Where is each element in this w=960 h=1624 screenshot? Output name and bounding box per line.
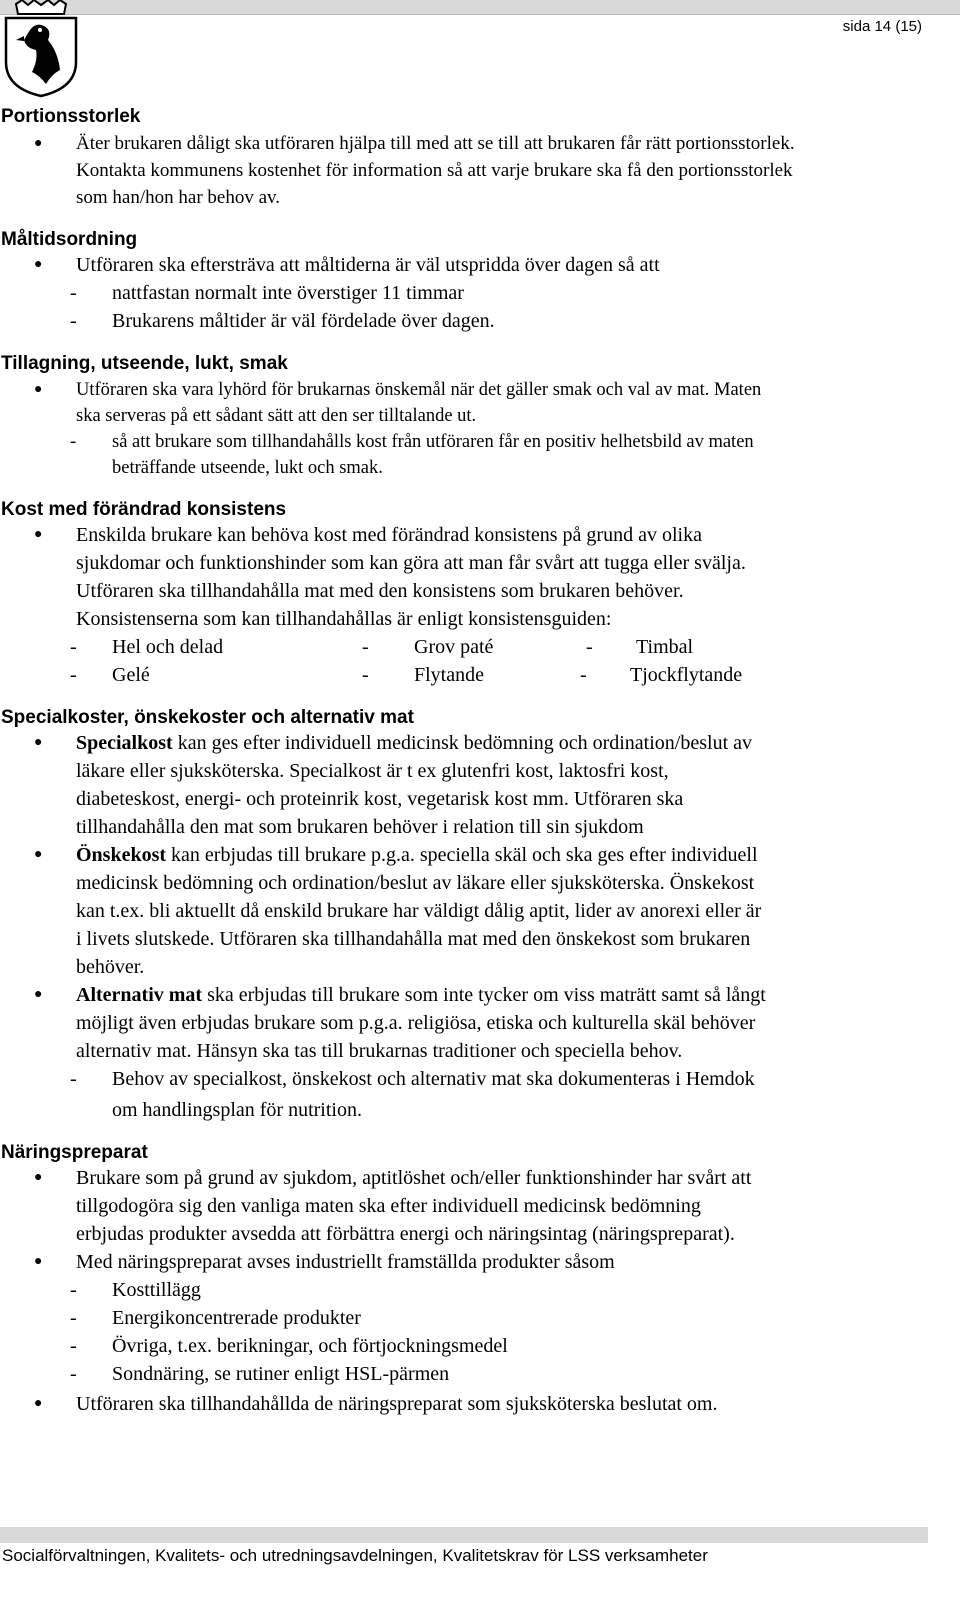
bullet-icon: ● <box>34 1396 43 1411</box>
document-body <box>0 106 940 1436</box>
header-bar <box>0 0 960 15</box>
bullet-icon: ● <box>34 1170 43 1185</box>
list-item: ● Önskekost kan erbjudas till brukare p.g.a. speciella skäl och ska ges efter individuell medicinsk bedömning och ordination/beslut av läkare eller sjuksköterska. Önskekost kan t.ex. bli aktuellt då enskild brukare har väldigt dålig aptit, lider av anorexi eller är i livets slutskede. Utföraren ska tillhandahålla mat med den önskekost som brukaren behöver. <box>0 841 940 981</box>
section-heading: Kost med förändrad konsistens <box>1 499 287 520</box>
list-item: ● Utföraren ska eftersträva att måltiderna är väl utspridda över dagen så att <box>0 251 940 279</box>
bullet-icon: ● <box>34 987 43 1002</box>
section-meal-order <box>0 229 940 335</box>
list-item: ● Äter brukaren dåligt ska utföraren hjälpa till med att se till att brukaren får rätt portionsstorlek. Kontakta kommunens kostenhet för information så att varje brukare ska få den portionsstorlek som han/hon har behov av. <box>0 130 940 211</box>
dash-item: - Kosttillägg <box>70 1279 201 1301</box>
dash-item: - Övriga, t.ex. berikningar, och förtjockningsmedel <box>70 1335 508 1357</box>
consistency-row: - Hel och delad - Grov paté - Timbal <box>70 636 694 658</box>
section-heading: Näringspreparat <box>1 1142 148 1163</box>
dash-item: - nattfastan normalt inte överstiger 11 timmar <box>70 282 464 304</box>
section-heading: Portionsstorlek <box>1 106 141 127</box>
section-cooking <box>0 353 940 481</box>
section-special-diets <box>0 707 940 1124</box>
consistency-row: - Gelé - Flytande - Tjockflytande <box>70 664 743 686</box>
bullet-icon: ● <box>34 136 43 151</box>
section-heading: Specialkoster, önskekoster och alternativ mat <box>1 707 414 728</box>
section-portion-size <box>0 106 940 211</box>
dash-item: - så att brukare som tillhandahålls kost från utföraren får en positiv helhetsbild av maten beträffande utseende, lukt och smak. <box>70 432 754 478</box>
dash-item: - Energikoncentrerade produkter <box>70 1307 361 1329</box>
section-supplements <box>0 1142 940 1418</box>
bullet-icon: ● <box>34 382 43 397</box>
page-number: sida 14 (15) <box>842 18 922 35</box>
list-item: ● Med näringspreparat avses industriellt framställda produkter såsom <box>0 1248 940 1276</box>
list-item: ● Utföraren ska vara lyhörd för brukarnas önskemål när det gäller smak och val av mat. Maten ska serveras på ett sådant sätt att den ser tilltalande ut. <box>0 377 940 429</box>
list-item: ● Alternativ mat ska erbjudas till brukare som inte tycker om viss maträtt samt så långt möjligt även erbjudas brukare som p.g.a. religiösa, etiska och kulturella skäl behöver alternativ mat. Hänsyn ska tas till brukarnas traditioner och speciella behov. <box>0 981 940 1065</box>
list-item: ● Utföraren ska tillhandahållda de näringspreparat som sjuksköterska beslutat om. <box>0 1390 940 1418</box>
coat-of-arms-logo <box>2 0 80 98</box>
footer-text: Socialförvaltningen, Kvalitets- och utredningsavdelningen, Kvalitetskrav för LSS verksamheter <box>2 1546 708 1565</box>
section-heading: Tillagning, utseende, lukt, smak <box>1 353 288 374</box>
list-item: ● Specialkost kan ges efter individuell medicinsk bedömning och ordination/beslut av läkare eller sjuksköterska. Specialkost är t ex glutenfri kost, laktosfri kost, diabeteskost, energi- och proteinrik kost, vegetarisk kost mm. Utföraren ska tillhandahålla den mat som brukaren behöver i relation till sin sjukdom <box>0 729 940 841</box>
bullet-icon: ● <box>34 527 43 542</box>
dash-item: - Brukarens måltider är väl fördelade över dagen. <box>70 310 495 332</box>
section-heading: Måltidsordning <box>1 229 138 250</box>
footer-bar <box>0 1527 928 1543</box>
list-item: ● Enskilda brukare kan behöva kost med förändrad konsistens på grund av olika sjukdomar och funktionshinder som kan göra att man får svårt att tugga eller svälja. Utföraren ska tillhandahålla mat med den konsistens som brukaren behöver. Konsistenserna som kan tillhandahållas är enligt konsistensguiden: <box>0 521 940 633</box>
bullet-icon: ● <box>34 847 43 862</box>
bullet-icon: ● <box>34 257 43 272</box>
bullet-icon: ● <box>34 1254 43 1269</box>
dash-item: - Sondnäring, se rutiner enligt HSL-pärmen <box>70 1363 450 1385</box>
section-texture <box>0 499 940 689</box>
dash-item: - Behov av specialkost, önskekost och alternativ mat ska dokumenteras i Hemdok om handlingsplan för nutrition. <box>70 1068 755 1121</box>
bullet-icon: ● <box>34 735 43 750</box>
list-item: ● Brukare som på grund av sjukdom, aptitlöshet och/eller funktionshinder har svårt att tillgodogöra sig den vanliga maten ska efter individuell medicinsk bedömning erbjudas produkter avsedda att förbättra energi och näringsintag (näringspreparat). <box>0 1164 940 1248</box>
